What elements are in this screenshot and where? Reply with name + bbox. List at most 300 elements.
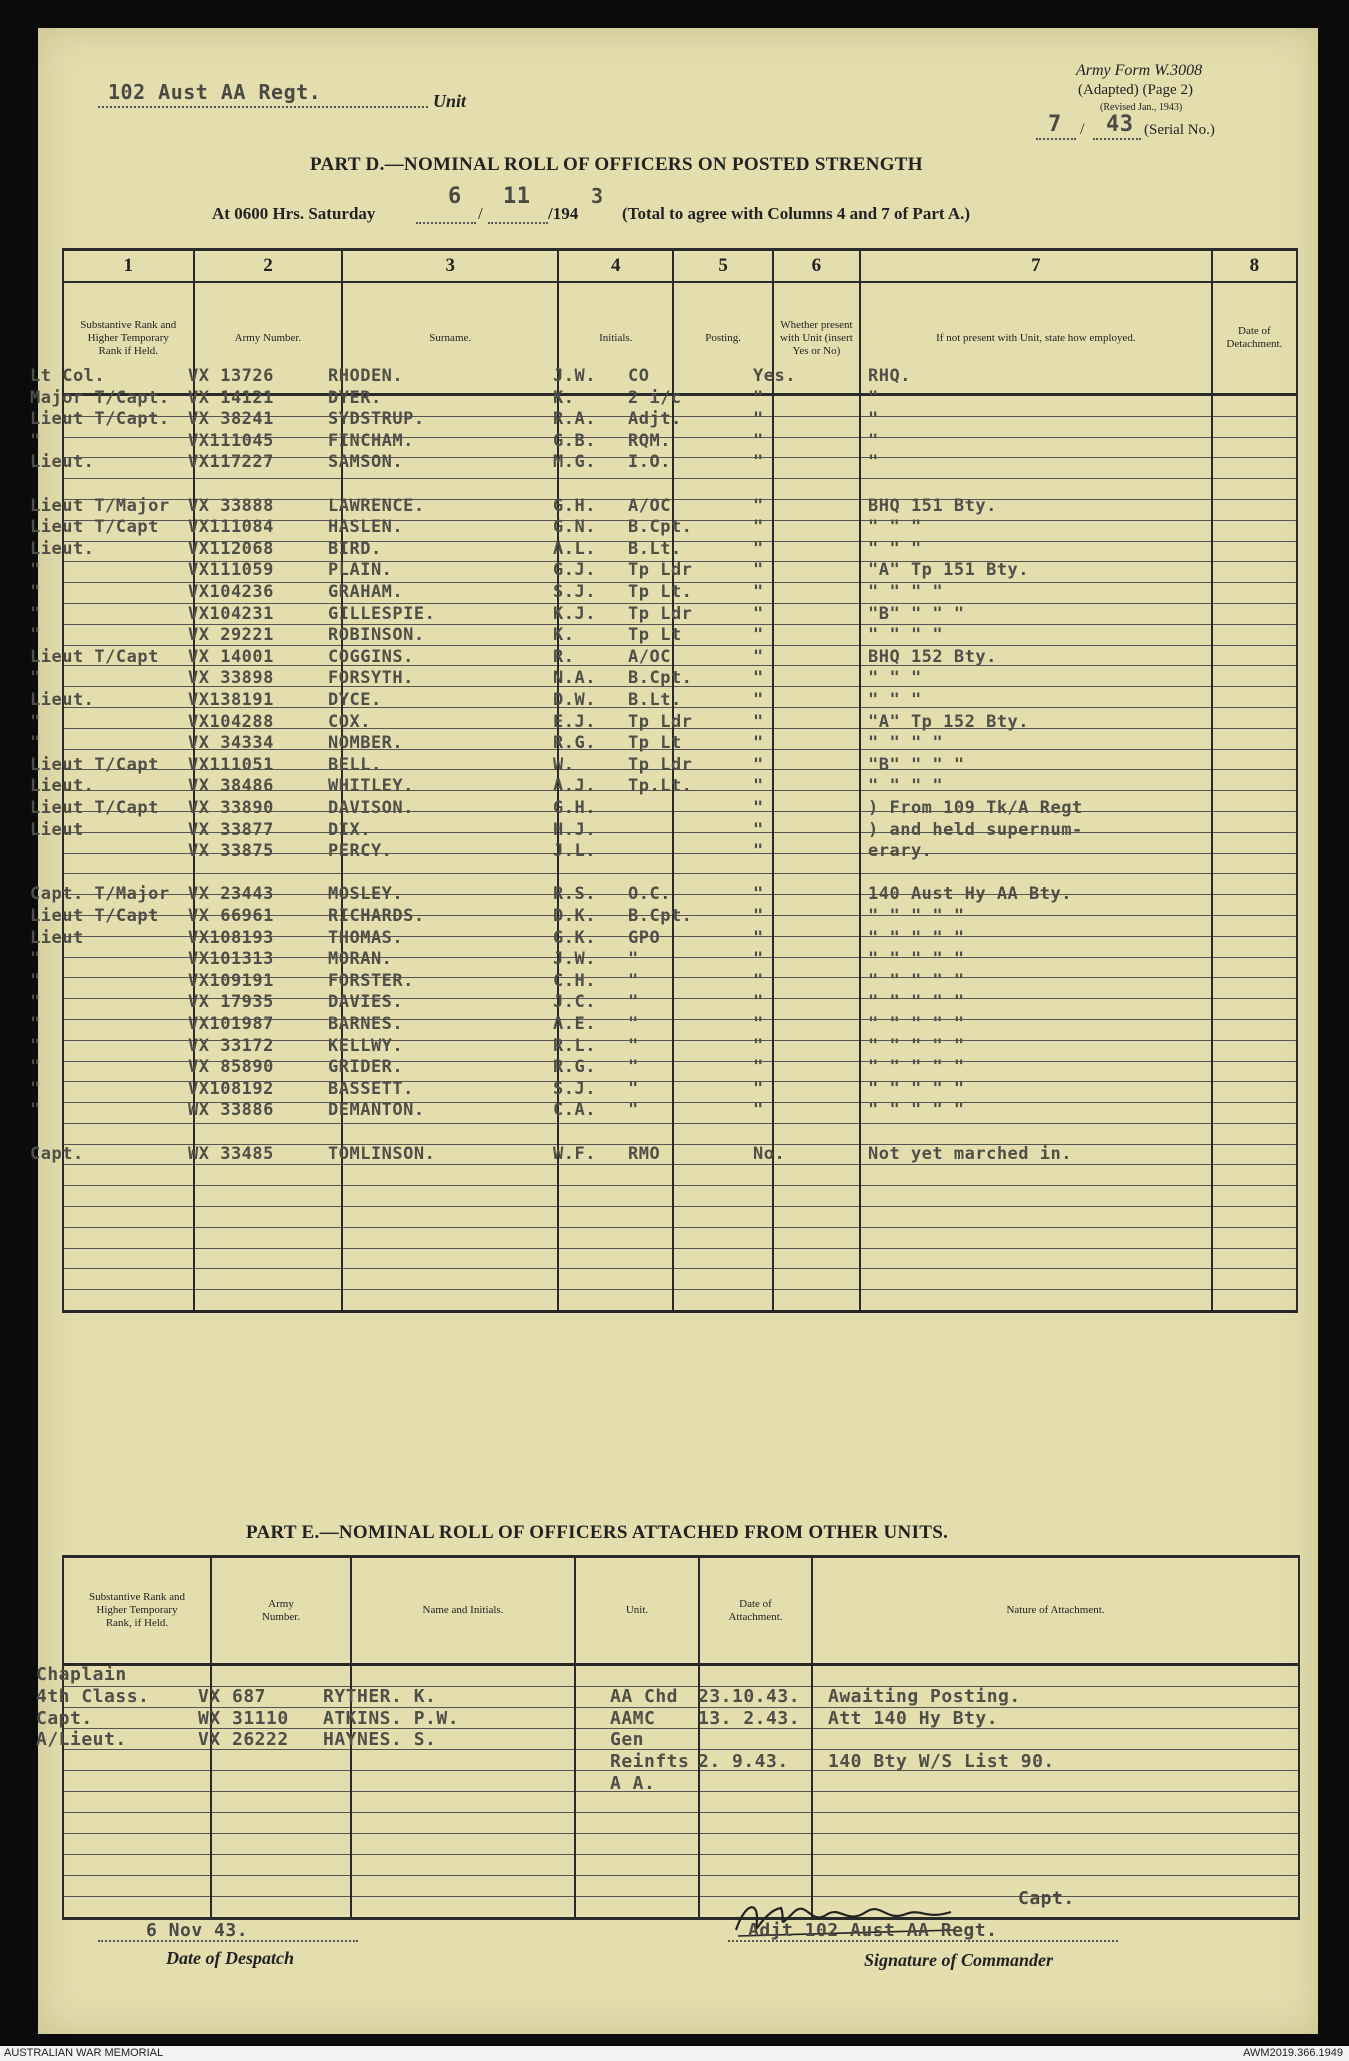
table-cell xyxy=(1212,1082,1297,1103)
part-d-present-cell: " xyxy=(753,538,764,559)
col-header: Date of Attachment. xyxy=(699,1557,812,1665)
part-d-title: PART D.—NOMINAL ROLL OF OFFICERS ON POSTED STRENGTH xyxy=(310,154,923,175)
part-d-initials-cell: R.G. xyxy=(553,1057,596,1078)
table-cell xyxy=(211,1665,351,1687)
part-d-present-cell: No. xyxy=(753,1143,786,1164)
table-cell xyxy=(773,1061,860,1082)
table-cell xyxy=(1212,1144,1297,1165)
table-cell xyxy=(351,1855,575,1876)
table-cell xyxy=(699,1855,812,1876)
table-cell xyxy=(699,1792,812,1813)
part-d-number-cell: VX 33875 xyxy=(188,841,274,862)
part-d-present-cell: " xyxy=(753,582,764,602)
table-cell xyxy=(1212,1123,1297,1144)
table-cell xyxy=(812,1665,1299,1687)
part-d-employed-cell: " " " " " xyxy=(868,992,965,1013)
table-cell xyxy=(558,1207,673,1228)
part-d-rank-cell: " xyxy=(30,582,41,602)
part-d-posting-cell: Tp Ldr xyxy=(628,603,693,624)
table-cell xyxy=(812,1813,1299,1834)
table-cell xyxy=(773,541,860,562)
table-cell xyxy=(773,1103,860,1124)
table-cell xyxy=(558,1290,673,1312)
table-cell xyxy=(1212,499,1297,520)
col-header: If not present with Unit, state how employed. xyxy=(860,282,1212,395)
part-d-surname-cell: DYCE. xyxy=(328,690,382,710)
table-cell xyxy=(773,936,860,957)
table-cell xyxy=(211,1834,351,1855)
part-d-surname-cell: FORSTER. xyxy=(328,970,414,991)
table-cell xyxy=(194,1186,343,1207)
table-row xyxy=(63,1123,1297,1144)
part-d-initials-cell: E.J. xyxy=(553,711,596,732)
table-cell xyxy=(699,1665,812,1687)
col-header: Initials. xyxy=(558,282,673,395)
table-cell xyxy=(342,1123,558,1144)
part-e-number-cell: WX 31110 xyxy=(198,1707,289,1729)
table-cell xyxy=(1212,1040,1297,1061)
part-d-posting-cell: CO xyxy=(628,366,650,386)
table-cell xyxy=(773,624,860,645)
despatch-line xyxy=(98,1940,358,1942)
table-cell xyxy=(63,1248,194,1269)
part-d-present-cell: " xyxy=(753,970,764,991)
table-cell xyxy=(773,603,860,624)
part-d-posting-cell: " xyxy=(628,1057,639,1078)
table-cell xyxy=(194,1248,343,1269)
table-cell xyxy=(860,1165,1212,1186)
table-cell xyxy=(812,1771,1299,1792)
table-cell xyxy=(558,1269,673,1290)
form-page xyxy=(30,28,1318,2034)
part-d-surname-cell: ROBINSON. xyxy=(328,625,425,646)
part-e-rank-cell: Chaplain xyxy=(36,1664,127,1685)
part-d-number-cell: VX 17935 xyxy=(188,992,274,1013)
col-header: Army Number. xyxy=(194,282,343,395)
table-cell xyxy=(773,749,860,770)
table-row xyxy=(63,1248,1297,1269)
col-number: 6 xyxy=(773,250,860,283)
table-cell xyxy=(673,1207,772,1228)
col-number: 2 xyxy=(194,250,343,283)
part-d-surname-cell: GILLESPIE. xyxy=(328,603,436,624)
part-d-rank-cell: Capt. T/Major xyxy=(30,884,170,905)
col-number: 5 xyxy=(673,250,772,283)
part-d-year-prefix: /194 xyxy=(548,204,579,223)
part-d-number-cell: VX104288 xyxy=(188,711,274,732)
table-cell xyxy=(63,728,194,749)
table-cell xyxy=(342,1186,558,1207)
part-d-rank-cell: Capt. xyxy=(30,1143,84,1164)
table-cell xyxy=(63,1269,194,1290)
part-e-date-cell: 2. 9.43. xyxy=(698,1751,789,1773)
table-cell xyxy=(351,1665,575,1687)
part-d-present-cell: " xyxy=(753,927,764,948)
part-d-rank-cell: Lieut T/Capt xyxy=(30,646,159,667)
part-d-rank-cell: Lieut. xyxy=(30,452,95,473)
table-cell xyxy=(211,1813,351,1834)
part-d-initials-cell: R. xyxy=(553,646,575,667)
part-d-present-cell: " xyxy=(753,387,764,408)
part-d-employed-cell: " xyxy=(868,387,879,408)
table-cell xyxy=(773,687,860,708)
part-d-initials-cell: K. xyxy=(553,387,575,408)
part-d-surname-cell: RICHARDS. xyxy=(328,906,425,926)
col-header: Posting. xyxy=(673,282,772,395)
part-d-employed-cell: " " " " xyxy=(868,582,944,602)
table-cell xyxy=(63,853,194,874)
part-e-col-headers xyxy=(63,1557,1299,1665)
part-d-present-cell: " xyxy=(753,754,764,775)
part-d-present-cell: " xyxy=(753,819,764,840)
table-cell xyxy=(342,1269,558,1290)
table-cell xyxy=(860,416,1212,437)
part-d-employed-cell: " " " " " xyxy=(868,1014,965,1034)
part-d-posting-cell: B.Lt. xyxy=(628,538,682,559)
table-cell xyxy=(63,1750,211,1771)
table-cell xyxy=(1212,562,1297,583)
table-cell xyxy=(773,791,860,812)
table-cell xyxy=(194,1207,343,1228)
table-cell xyxy=(351,1750,575,1771)
part-d-number-cell: VX101987 xyxy=(188,1014,274,1034)
army-form-revised: (Revised Jan., 1943) xyxy=(1100,102,1183,113)
part-d-present-cell: " xyxy=(753,646,764,667)
despatch-label: Date of Despatch xyxy=(166,1948,294,1968)
part-d-initials-cell: S.J. xyxy=(553,582,596,602)
part-d-present-cell: " xyxy=(753,1035,764,1056)
part-d-surname-cell: PERCY. xyxy=(328,841,393,862)
table-cell xyxy=(211,1855,351,1876)
table-cell xyxy=(1212,811,1297,832)
part-d-employed-cell: RHQ. xyxy=(868,366,911,386)
table-cell xyxy=(1212,728,1297,749)
table-row xyxy=(63,1834,1299,1855)
despatch-date: 6 Nov 43. xyxy=(146,1920,249,1941)
part-d-number-cell: VX138191 xyxy=(188,690,274,710)
part-d-posting-cell: Tp Lt xyxy=(628,733,682,754)
part-d-number-cell: VX111051 xyxy=(188,754,274,775)
col-number: 3 xyxy=(342,250,558,283)
table-cell xyxy=(773,853,860,874)
part-d-number-cell: VX108193 xyxy=(188,927,274,948)
part-d-number-cell: VX 33172 xyxy=(188,1035,274,1056)
part-e-unit-cell: Gen xyxy=(610,1729,645,1751)
table-cell xyxy=(63,1123,194,1144)
part-d-surname-cell: PLAIN. xyxy=(328,560,393,581)
table-cell xyxy=(860,1269,1212,1290)
part-e-number-cell: VX 26222 xyxy=(198,1729,289,1751)
part-d-posting-cell: Adjt. xyxy=(628,409,682,430)
table-cell xyxy=(773,874,860,895)
part-d-number-cell: VX117227 xyxy=(188,452,274,473)
table-cell xyxy=(773,1269,860,1290)
part-d-rank-cell: Lieut T/Capt. xyxy=(30,409,170,430)
part-d-initials-cell: A.E. xyxy=(553,1014,596,1034)
table-row xyxy=(63,1813,1299,1834)
part-d-col-numbers xyxy=(63,250,1297,283)
part-d-rank-cell: Major T/Capt. xyxy=(30,387,170,408)
part-d-rank-cell: " xyxy=(30,970,41,991)
table-cell xyxy=(1212,874,1297,895)
part-d-surname-cell: THOMAS. xyxy=(328,927,404,948)
part-d-posting-cell: Tp Ldr xyxy=(628,754,693,775)
table-cell xyxy=(773,416,860,437)
part-d-present-cell: " xyxy=(753,517,764,538)
part-e-rank-cell: 4th Class. xyxy=(36,1685,150,1707)
table-cell xyxy=(342,707,558,728)
table-cell xyxy=(1212,520,1297,541)
part-d-present-cell: " xyxy=(753,603,764,624)
part-d-note: (Total to agree with Columns 4 and 7 of Part A.) xyxy=(622,204,971,223)
part-d-employed-cell: " " " xyxy=(868,517,922,538)
table-cell xyxy=(63,1876,211,1897)
table-cell xyxy=(342,1290,558,1312)
table-cell xyxy=(575,1876,699,1897)
part-d-rank-cell: " xyxy=(30,603,41,624)
table-cell xyxy=(812,1834,1299,1855)
col-number: 8 xyxy=(1212,250,1297,283)
part-e-name-cell: HAYNES. S. xyxy=(323,1729,437,1751)
part-e-date-cell: 23.10.43. xyxy=(698,1685,801,1707)
part-d-rank-cell: Lieut xyxy=(30,927,84,948)
table-cell xyxy=(63,1227,194,1248)
table-cell xyxy=(63,1165,194,1186)
part-d-initials-cell: K. xyxy=(553,625,575,646)
signature-line: Adjt 102 Aust AA Regt. xyxy=(748,1920,998,1941)
table-cell xyxy=(1212,1165,1297,1186)
part-d-employed-cell: " " " " xyxy=(868,733,944,754)
part-d-posting-cell: GPO xyxy=(628,927,661,948)
part-d-present-cell: " xyxy=(753,992,764,1013)
serial-line-1 xyxy=(1036,138,1076,140)
part-d-employed-cell: " " " " " xyxy=(868,1035,965,1056)
table-row xyxy=(63,1792,1299,1813)
table-cell xyxy=(1212,583,1297,604)
archive-name: AUSTRALIAN WAR MEMORIAL xyxy=(4,2047,164,2059)
table-cell xyxy=(773,1040,860,1061)
part-d-employed-cell: " " " xyxy=(868,690,922,710)
part-d-present-cell: " xyxy=(753,1078,764,1099)
part-d-present-cell: " xyxy=(753,430,764,451)
part-d-employed-cell: " xyxy=(868,452,879,473)
table-cell xyxy=(1212,1269,1297,1290)
part-e-number-cell: VX 687 xyxy=(198,1685,267,1707)
army-form-title: Army Form W.3008 xyxy=(1076,62,1203,79)
table-cell xyxy=(558,1123,673,1144)
part-d-surname-cell: BELL. xyxy=(328,754,382,775)
part-d-employed-cell: " " " " " xyxy=(868,1057,965,1078)
part-d-initials-cell: R.L. xyxy=(553,1035,596,1056)
table-cell xyxy=(773,562,860,583)
table-cell xyxy=(1212,1061,1297,1082)
part-d-number-cell: VX 34334 xyxy=(188,733,274,754)
table-cell xyxy=(211,1897,351,1919)
part-e-rank-cell: Capt. xyxy=(36,1707,93,1729)
part-d-number-cell: VX108192 xyxy=(188,1078,274,1099)
serial-slash: / xyxy=(1080,121,1085,138)
army-form-adapted: (Adapted) (Page 2) xyxy=(1078,82,1193,98)
part-d-initials-cell: S.J. xyxy=(553,1078,596,1099)
part-d-initials-cell: G.H. xyxy=(553,798,596,818)
col-number: 1 xyxy=(63,250,194,283)
serial-label: (Serial No.) xyxy=(1144,122,1215,138)
part-d-employed-cell: 140 Aust Hy AA Bty. xyxy=(868,884,1072,905)
table-cell xyxy=(575,1897,699,1919)
table-cell xyxy=(63,666,194,687)
table-cell xyxy=(673,1227,772,1248)
part-d-initials-cell: G.J. xyxy=(553,560,596,581)
table-cell xyxy=(860,1227,1212,1248)
part-d-rank-cell: " xyxy=(30,733,41,754)
table-cell xyxy=(1212,437,1297,458)
part-d-at-label: At 0600 Hrs. Saturday xyxy=(212,204,376,223)
table-cell xyxy=(1212,770,1297,791)
part-d-surname-cell: DAVISON. xyxy=(328,798,414,818)
table-cell xyxy=(773,499,860,520)
table-cell xyxy=(1212,1227,1297,1248)
table-cell xyxy=(860,1207,1212,1228)
part-d-year-digit: 3 xyxy=(591,184,604,208)
table-cell xyxy=(773,832,860,853)
part-d-employed-cell: " " " " " xyxy=(868,1100,965,1121)
table-cell xyxy=(63,1855,211,1876)
table-cell xyxy=(773,583,860,604)
table-cell xyxy=(773,458,860,479)
part-d-rank-cell: Lieut xyxy=(30,819,84,840)
table-cell xyxy=(673,1269,772,1290)
table-cell xyxy=(773,479,860,500)
part-d-rank-cell: " xyxy=(30,1035,41,1056)
table-cell xyxy=(773,666,860,687)
table-cell xyxy=(1212,791,1297,812)
table-cell xyxy=(63,1813,211,1834)
part-e-name-cell: ATKINS. P.W. xyxy=(323,1707,460,1729)
table-cell xyxy=(558,1248,673,1269)
part-d-employed-cell: " xyxy=(868,430,879,451)
part-e-unit-cell: A A. xyxy=(610,1773,656,1794)
part-d-posting-cell: " xyxy=(628,1035,639,1056)
part-d-rank-cell: Lt Col. xyxy=(30,366,106,386)
table-cell xyxy=(812,1855,1299,1876)
part-d-initials-cell: G.B. xyxy=(553,430,596,451)
table-row xyxy=(63,1876,1299,1897)
day-slash: / xyxy=(478,204,483,223)
part-d-surname-cell: COGGINS. xyxy=(328,646,414,667)
table-cell xyxy=(1212,416,1297,437)
table-cell xyxy=(1212,624,1297,645)
part-d-present-cell: " xyxy=(753,560,764,581)
table-cell xyxy=(63,978,194,999)
part-d-employed-cell: " " " xyxy=(868,538,922,559)
part-e-nature-cell: Awaiting Posting. xyxy=(828,1685,1021,1707)
part-d-rank-cell: Lieut. xyxy=(30,776,95,797)
part-d-employed-cell: "A" Tp 151 Bty. xyxy=(868,560,1030,581)
part-d-initials-cell: A.J. xyxy=(553,776,596,797)
table-cell xyxy=(63,1040,194,1061)
table-row xyxy=(63,1186,1297,1207)
part-d-posting-cell: Tp Ldr xyxy=(628,560,693,581)
table-cell xyxy=(1212,1248,1297,1269)
table-cell xyxy=(575,1813,699,1834)
table-cell xyxy=(673,1165,772,1186)
table-cell xyxy=(773,707,860,728)
table-cell xyxy=(673,1186,772,1207)
col-header: Name and Initials. xyxy=(351,1557,575,1665)
part-d-present-cell: " xyxy=(753,798,764,818)
part-d-number-cell: VX 38486 xyxy=(188,776,274,797)
part-d-employed-cell: "B" " " " xyxy=(868,603,965,624)
table-row xyxy=(63,1665,1299,1687)
table-cell xyxy=(773,811,860,832)
part-d-employed-cell: BHQ 151 Bty. xyxy=(868,495,997,516)
part-d-number-cell: VX111059 xyxy=(188,560,274,581)
table-cell xyxy=(1212,687,1297,708)
part-d-number-cell: VX 38241 xyxy=(188,409,274,430)
part-d-rank-cell: Lieut T/Capt xyxy=(30,754,159,775)
day-line xyxy=(416,222,476,224)
table-cell xyxy=(860,1123,1212,1144)
table-cell xyxy=(773,1123,860,1144)
part-d-surname-cell: DYER. xyxy=(328,387,382,408)
serial-line-2 xyxy=(1093,138,1141,140)
part-d-present-cell: " xyxy=(753,690,764,710)
part-d-initials-cell: J.L. xyxy=(553,841,596,862)
table-cell xyxy=(63,1103,194,1124)
part-d-number-cell: VX111084 xyxy=(188,517,274,538)
part-d-initials-cell: R.G. xyxy=(553,733,596,754)
table-cell xyxy=(1212,936,1297,957)
table-cell xyxy=(351,1897,575,1919)
col-header: Whether present with Unit (insert Yes or No) xyxy=(773,282,860,395)
table-cell xyxy=(194,1123,343,1144)
part-d-posting-cell: B.Lt. xyxy=(628,690,682,710)
table-cell xyxy=(773,520,860,541)
signature-rank: Capt. xyxy=(1018,1888,1075,1909)
month-line xyxy=(488,222,548,224)
part-d-posting-cell: Tp.Lt. xyxy=(628,776,693,797)
table-cell xyxy=(860,1186,1212,1207)
table-cell xyxy=(699,1771,812,1792)
table-cell xyxy=(558,1227,673,1248)
table-cell xyxy=(773,1248,860,1269)
table-cell xyxy=(342,1248,558,1269)
part-e-rank-cell: A/Lieut. xyxy=(36,1729,127,1751)
table-cell xyxy=(1212,1019,1297,1040)
table-cell xyxy=(351,1876,575,1897)
part-d-present-cell: " xyxy=(753,776,764,797)
part-d-posting-cell: B.Cpt. xyxy=(628,906,693,926)
part-d-posting-cell: A/OC xyxy=(628,495,671,516)
table-cell xyxy=(1212,1103,1297,1124)
part-d-number-cell: WX 33886 xyxy=(188,1100,274,1121)
part-d-rank-cell: " xyxy=(30,711,41,732)
part-d-present-cell: " xyxy=(753,906,764,926)
part-d-employed-cell: " " " " " xyxy=(868,1078,965,1099)
part-d-rank-cell: " xyxy=(30,992,41,1013)
table-cell xyxy=(1212,853,1297,874)
table-cell xyxy=(812,1729,1299,1750)
signature-dotted-line xyxy=(728,1940,1118,1942)
unit-label: Unit xyxy=(433,91,467,111)
table-cell xyxy=(63,562,194,583)
part-d-present-cell: " xyxy=(753,409,764,430)
table-cell xyxy=(1212,895,1297,916)
table-cell xyxy=(211,1771,351,1792)
table-cell xyxy=(63,707,194,728)
table-cell xyxy=(63,1771,211,1792)
part-d-present-cell: " xyxy=(753,841,764,862)
